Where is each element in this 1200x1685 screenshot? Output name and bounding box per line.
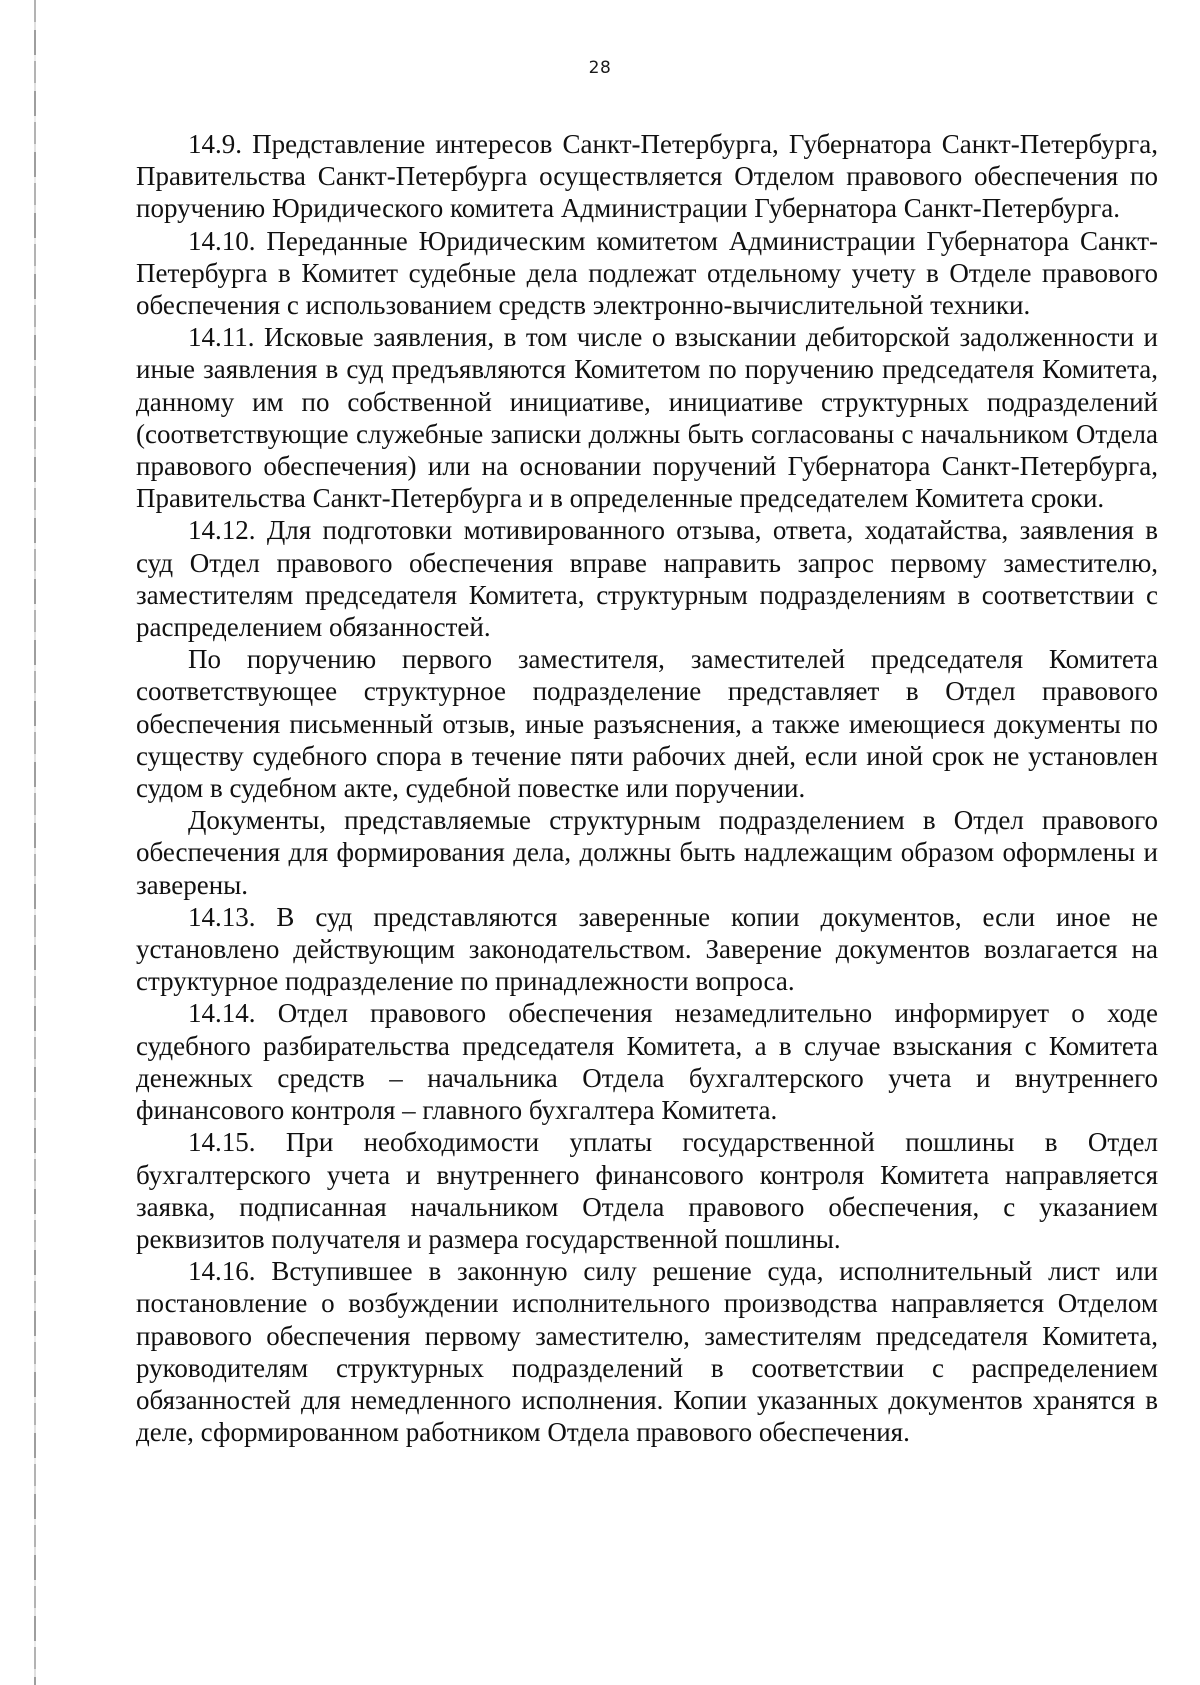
paragraph-14-12-cont-1: По поручению первого заместителя, заместителей председателя Комитета соответствующее структурное подразделение представляет в Отдел правового обеспечения письменный отзыв, иные разъяснения, а также имеющиеся документы по существу судебного спора в течение пяти рабочих дней, если иной срок не установлен судом в судебном акте, судебной повестке или поручении. xyxy=(136,644,1158,804)
paragraph-14-15: 14.15. При необходимости уплаты государственной пошлины в Отдел бухгалтерского учета и внутреннего финансового контроля Комитета направляется заявка, подписанная начальником Отдела правового обеспечения, с указанием реквизитов получателя и размера государственной пошлины. xyxy=(136,1127,1158,1254)
paragraph-14-12-cont-2: Документы, представляемые структурным подразделением в Отдел правового обеспечения для формирования дела, должны быть надлежащим образом оформлены и заверены. xyxy=(136,805,1158,900)
scan-edge-artifact xyxy=(34,0,36,1685)
paragraph-14-10: 14.10. Переданные Юридическим комитетом Администрации Губернатора Санкт-Петербурга в Комитет судебные дела подлежат отдельному учету в Отделе правового обеспечения с использованием средств электронно-вычислительной техники. xyxy=(136,225,1158,321)
paragraph-14-16: 14.16. Вступившее в законную силу решение суда, исполнительный лист или постановление о возбуждении исполнительного производства направляется Отделом правового обеспечения первому заместителю, заместителям председателя Комитета, руководителям структурных подразделений в соответствии с распределением обязанностей для немедленного исполнения. Копии указанных документов хранятся в деле, сформированном работником Отдела правового обеспечения. xyxy=(136,1256,1158,1448)
paragraph-14-14: 14.14. Отдел правового обеспечения незамедлительно информирует о ходе судебного разбирательства председателя Комитета, а в случае взыскания с Комитета денежных средств – начальника Отдела бухгалтерского учета и внутреннего финансового контроля – главного бухгалтера Комитета. xyxy=(136,998,1158,1126)
document-body xyxy=(136,128,1158,1448)
paragraph-14-11: 14.11. Исковые заявления, в том числе о взыскании дебиторской задолженности и иные заявления в суд предъявляются Комитетом по поручению председателя Комитета, данному им по собственной инициативе, инициативе структурных подразделений (соответствующие служебные записки должны быть согласованы с начальником Отдела правового обеспечения) или на основании поручений Губернатора Санкт-Петербурга, Правительства Санкт-Петербурга и в определенные председателем Комитета сроки. xyxy=(136,322,1158,514)
paragraph-14-13: 14.13. В суд представляются заверенные копии документов, если иное не установлено действующим законодательством. Заверение документов возлагается на структурное подразделение по принадлежности вопроса. xyxy=(136,901,1158,997)
paragraph-14-9: 14.9. Представление интересов Санкт-Петербурга, Губернатора Санкт-Петербурга, Правительства Санкт-Петербурга осуществляется Отделом правового обеспечения по поручению Юридического комитета Администрации Губернатора Санкт-Петербурга. xyxy=(136,129,1158,224)
paragraph-14-12: 14.12. Для подготовки мотивированного отзыва, ответа, ходатайства, заявления в суд Отдел правового обеспечения вправе направить запрос первому заместителю, заместителям председателя Комитета, структурным подразделениям в соответствии с распределением обязанностей. xyxy=(136,515,1158,643)
page-number: 28 xyxy=(588,58,612,78)
